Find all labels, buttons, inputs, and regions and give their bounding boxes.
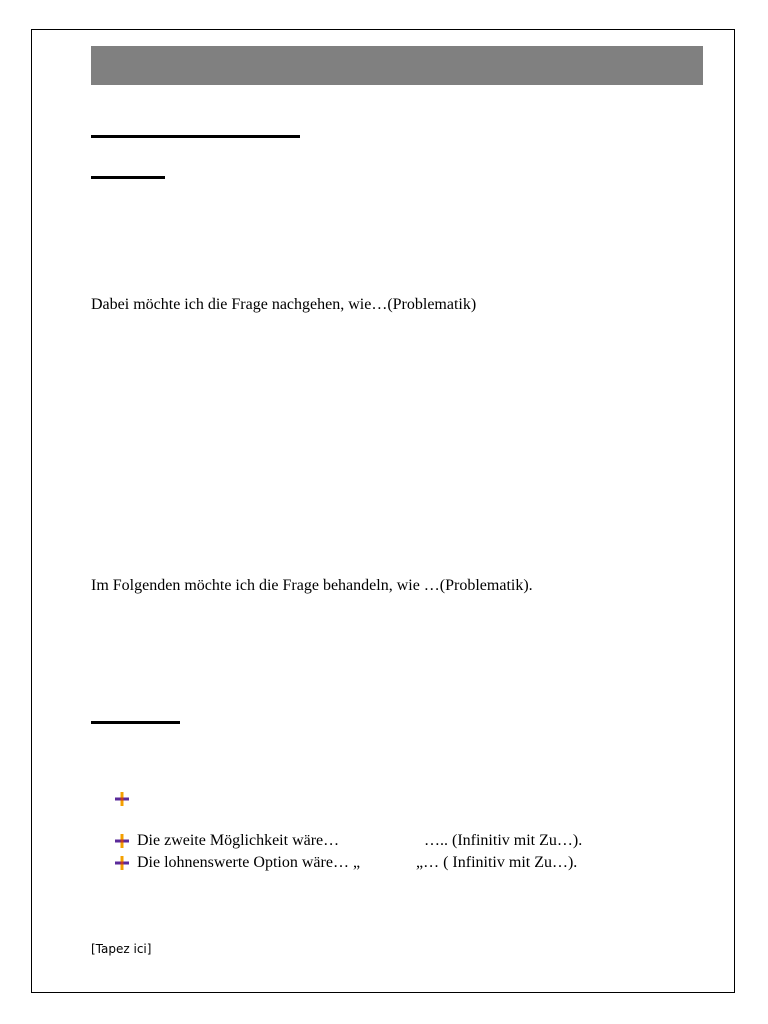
four-point-star-bullet-icon xyxy=(114,833,130,849)
list-item-continuation: ….. (Infinitiv mit Zu…). xyxy=(424,832,583,849)
heading-underline-3 xyxy=(91,721,180,724)
paragraph-problematik-2: Im Folgenden möchte ich die Frage behandeln, wie …(Problematik). xyxy=(91,577,533,594)
four-point-star-bullet-icon xyxy=(114,855,130,871)
footer-placeholder[interactable]: [Tapez ici] xyxy=(91,942,152,956)
paragraph-problematik-1: Dabei möchte ich die Frage nachgehen, wie…(Problematik) xyxy=(91,296,477,313)
four-point-star-bullet-icon xyxy=(114,791,130,807)
heading-underline-1 xyxy=(91,135,300,138)
header-title-bar[interactable] xyxy=(91,46,703,85)
list-item-text: Die lohnenswerte Option wäre… „ xyxy=(137,854,361,871)
list-item-continuation: „… ( Infinitiv mit Zu…). xyxy=(416,854,578,871)
list-item-text: Die zweite Möglichkeit wäre… xyxy=(137,832,340,849)
heading-underline-2 xyxy=(91,176,165,179)
